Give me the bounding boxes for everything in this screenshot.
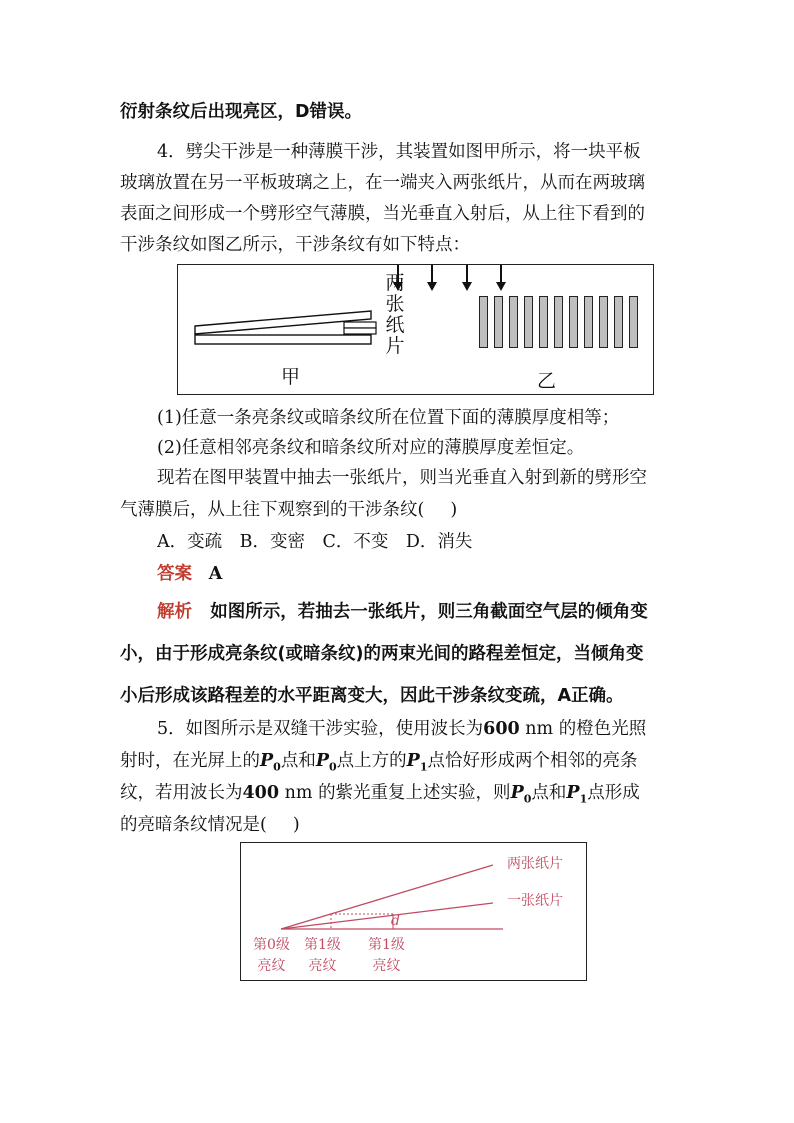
two-papers-line [281, 865, 493, 929]
analysis-label: 解析 [157, 602, 192, 622]
label-order-1-two-papers: 第1级 亮纹 [368, 937, 405, 974]
q4-line-1: 4．劈尖干涉是一种薄膜干涉，其装置如图甲所示，将一块平板 [157, 142, 641, 162]
label-order-1-one-paper: 第1级 亮纹 [304, 937, 341, 974]
angle-figure [240, 842, 587, 981]
answer-label: 答案 [157, 564, 192, 584]
label-jia: 甲 [281, 366, 301, 388]
label-yi: 乙 [537, 370, 557, 392]
q5-line-4: 的亮暗条纹情况是( ) [120, 815, 300, 835]
fringe-stripe [494, 296, 503, 348]
glass-plates-diagram [178, 265, 652, 393]
top-line: 衍射条纹后出现亮区，D错误。 [120, 102, 363, 122]
q4-point-2: (2)任意相邻亮条纹和暗条纹所对应的薄膜厚度差恒定。 [157, 438, 585, 458]
q4-options: A．变疏 B．变密 C．不变 D．消失 [157, 532, 473, 552]
wedge-figure [177, 264, 654, 395]
paper-sheet [344, 328, 376, 334]
fringe-stripe [509, 296, 518, 348]
fringe-stripe [569, 296, 578, 348]
fringe-stripe [524, 296, 533, 348]
label-one-paper: 一张纸片 [507, 893, 563, 909]
q4-analysis-line-3: 小后形成该路程差的水平距离变大，因此干涉条纹变疏，A正确。 [120, 686, 624, 706]
q4-question-line-2: 气薄膜后，从上往下观察到的干涉条纹( ) [120, 500, 458, 520]
q4-point-1: (1)任意一条亮条纹或暗条纹所在位置下面的薄膜厚度相等； [157, 408, 620, 428]
q4-analysis-line-1: 解析 如图所示，若抽去一张纸片，则三角截面空气层的倾角变 [157, 602, 648, 622]
paper-sheet [344, 322, 376, 328]
paper-label-char: 纸 [385, 314, 405, 336]
q4-line-3: 表面之间形成一个劈形空气薄膜，当光垂直入射后，从上往下看到的 [120, 204, 645, 224]
paper-label-char: 张 [385, 293, 405, 315]
q5-line-3: 纹，若用波长为400 nm 的紫光重复上述实验，则$P_0$点和$P_1$点形成 [120, 783, 640, 806]
bottom-glass-plate [195, 335, 371, 344]
q4-question-line-1: 现若在图甲装置中抽去一张纸片，则当光垂直入射到新的劈形空 [157, 468, 647, 488]
fringe-stripe [599, 296, 608, 348]
q5-line-1: 5．如图所示是双缝干涉实验，使用波长为600 nm 的橙色光照 [157, 719, 647, 739]
one-paper-line [281, 903, 493, 929]
fringe-stripe [539, 296, 548, 348]
label-order-0: 第0级 亮纹 [253, 937, 290, 974]
q5-line-2: 射时，在光屏上的$P_0$点和$P_0$点上方的$P_1$点恰好形成两个相邻的亮条 [120, 751, 638, 774]
q4-answer [157, 562, 222, 586]
paper-label-char: 两 [385, 272, 405, 294]
label-d: d [391, 913, 400, 929]
fringe-stripe [614, 296, 623, 348]
q4-analysis-line-2: 小，由于形成亮条纹(或暗条纹)的两束光间的路程差恒定，当倾角变 [120, 644, 644, 664]
fringe-stripe [584, 296, 593, 348]
fringe-stripe [479, 296, 488, 348]
fringe-stripe [629, 296, 638, 348]
q4-line-2: 玻璃放置在另一平板玻璃之上，在一端夹入两张纸片，从而在两玻璃 [120, 173, 645, 193]
paper-label-char: 片 [385, 335, 405, 357]
answer-value: A [208, 564, 223, 584]
label-two-papers: 两张纸片 [507, 856, 563, 872]
fringe-stripe [554, 296, 563, 348]
q4-line-4: 干涉条纹如图乙所示，干涉条纹有如下特点： [120, 235, 470, 255]
